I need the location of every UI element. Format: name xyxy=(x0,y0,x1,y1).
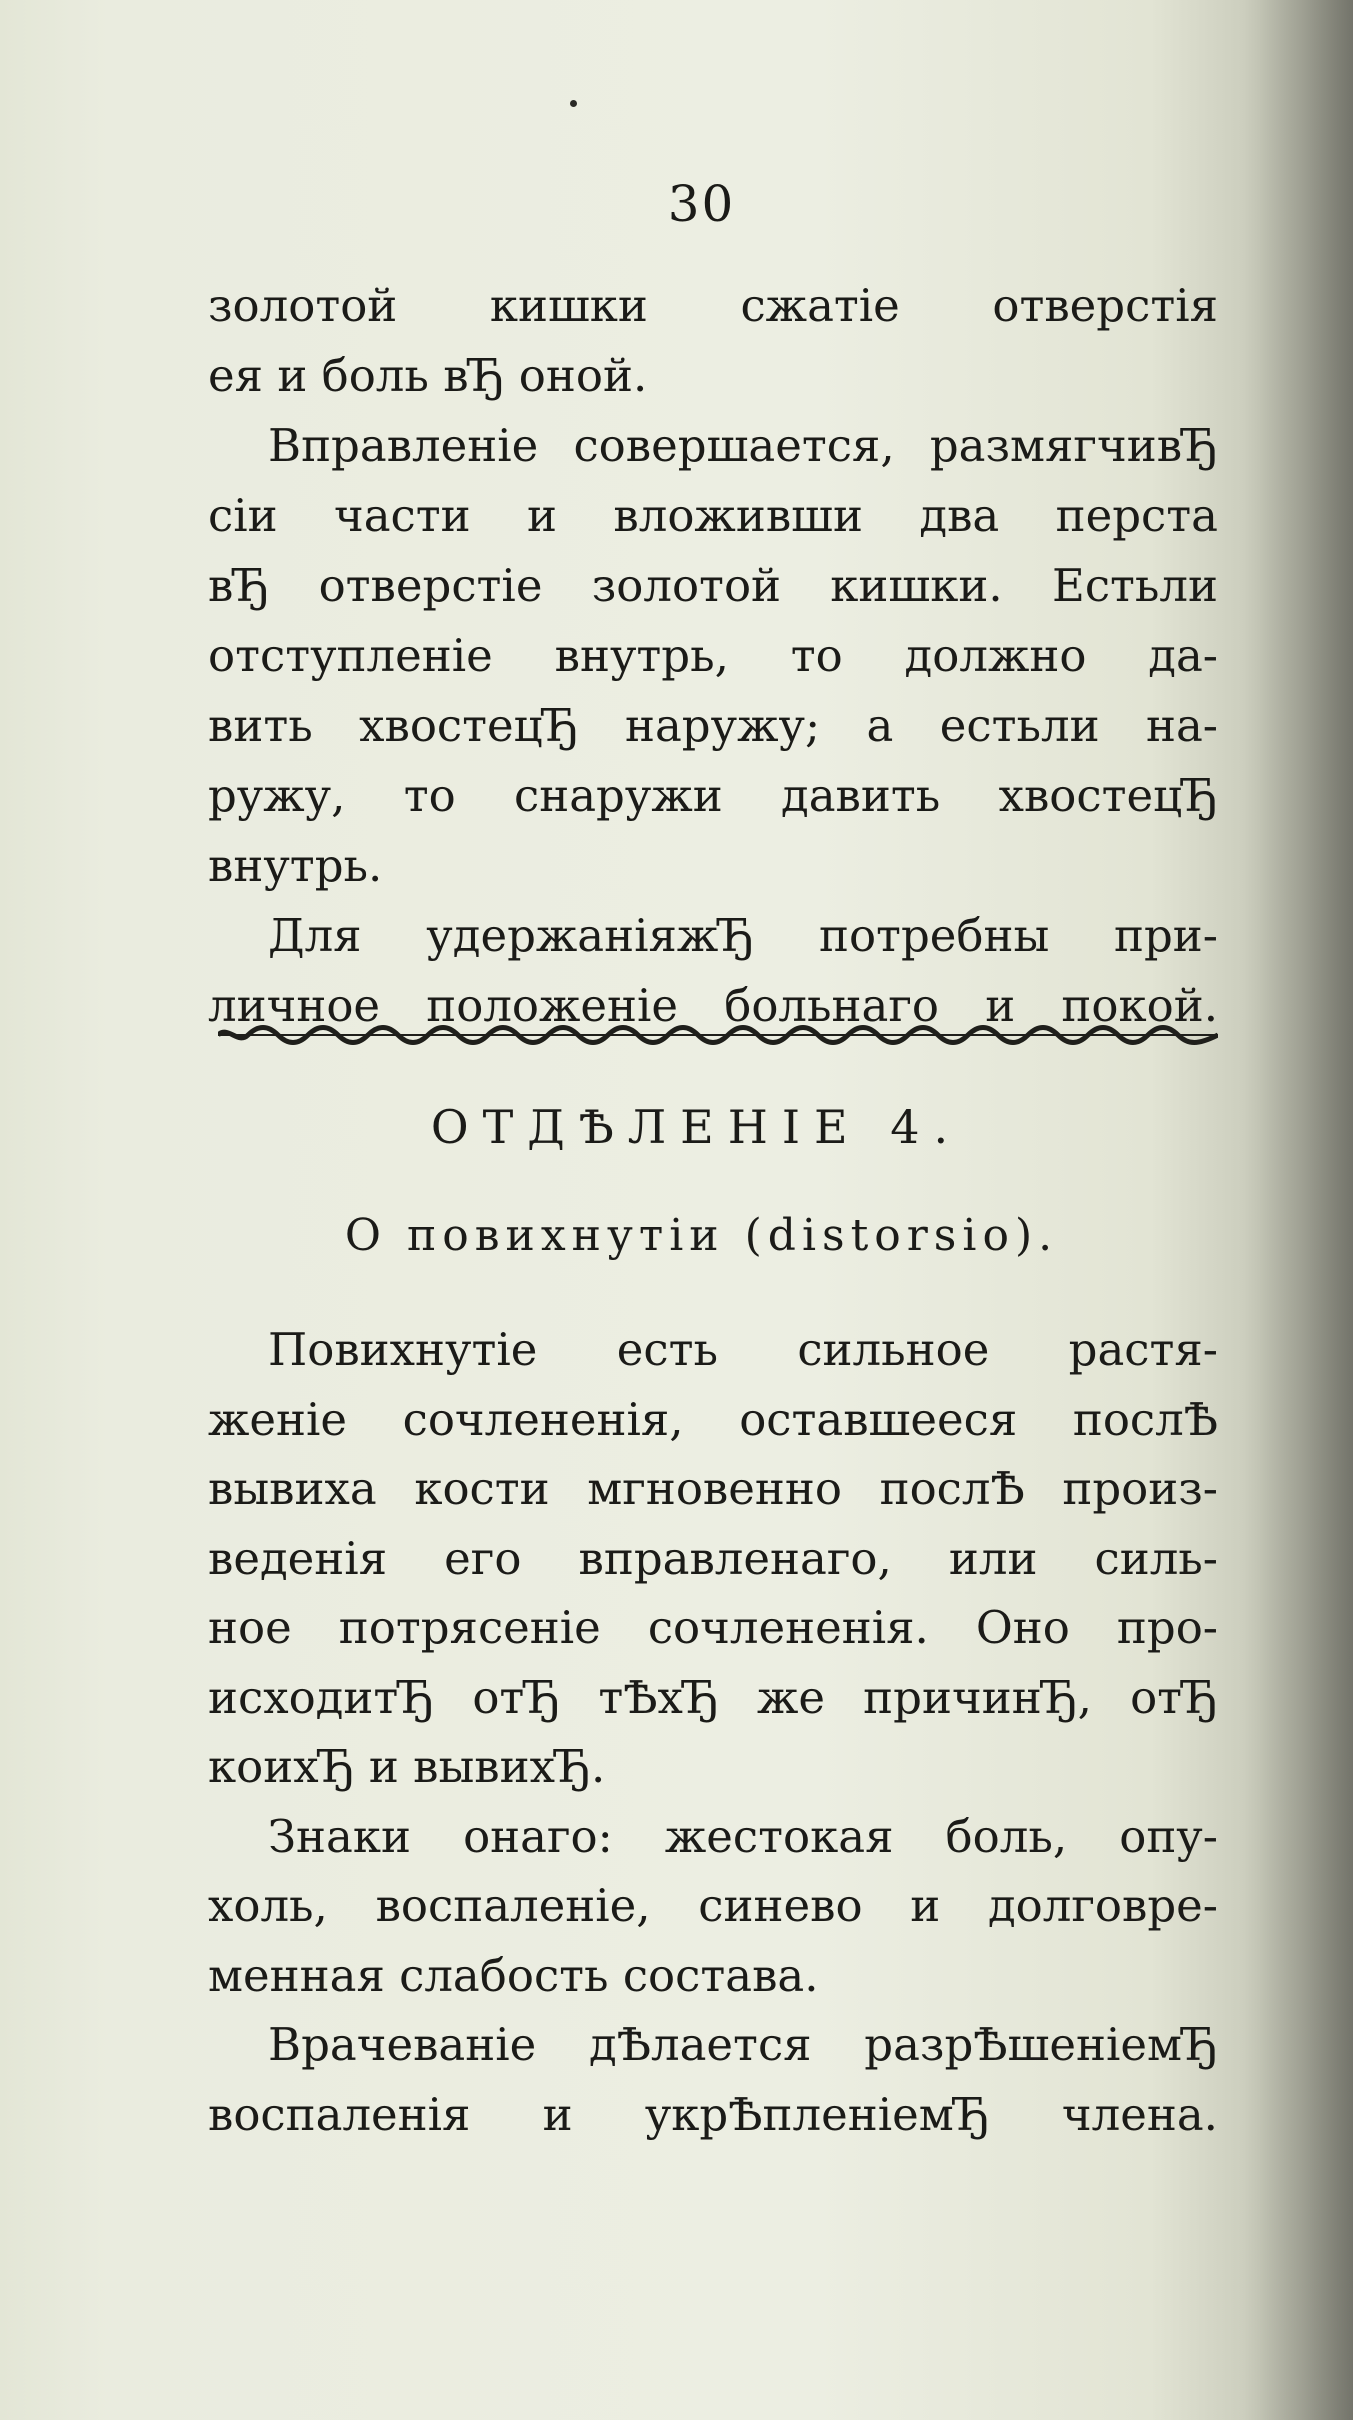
text-line: личное положеніе больнаго и покой. xyxy=(208,979,1218,1032)
section-subheading: О повихнутіи (distorsio). xyxy=(344,1210,1059,1261)
text-line: менная слабость состава. xyxy=(208,1948,819,2002)
text-line: коихЂ и вывихЂ. xyxy=(208,1740,606,1793)
text-line: Для удержаніяжЂ потребны при- xyxy=(268,909,1218,962)
text-line: Знаки онаго: жестокая боль, опу- xyxy=(268,1809,1218,1863)
text-line: ея и боль вЂ оной. xyxy=(208,349,648,402)
ornamental-divider xyxy=(218,1020,1218,1050)
text-line: ружу, то снаружи давить хвостецЂ xyxy=(208,769,1218,822)
text-line: вЂ отверстіе золотой кишки. Естьли xyxy=(208,559,1218,612)
text-line: воспаленія и укрѢпленіемЂ члена. xyxy=(208,2087,1218,2141)
text-line: Повихнутіе есть сильное растя- xyxy=(268,1323,1218,1376)
text-line: веденія его вправленаго, или силь- xyxy=(208,1531,1218,1585)
text-line: ное потрясеніе сочлененія. Оно про- xyxy=(208,1601,1218,1654)
text-line: сіи части и вложивши два перста xyxy=(208,489,1218,542)
text-line: золотой кишки сжатіе отверстія xyxy=(208,279,1218,332)
text-line: отступленіе внутрь, то должно да- xyxy=(208,629,1218,682)
text-line: вывиха кости мгновенно послѢ произ- xyxy=(208,1462,1218,1515)
text-line: женіе сочлененія, оставшееся послѢ xyxy=(208,1392,1218,1446)
text-line: Вправленіе совершается, размягчивЂ xyxy=(268,419,1218,472)
text-line: внутрь. xyxy=(208,839,383,892)
text-line: вить хвостецЂ наружу; а естьли на- xyxy=(208,699,1218,752)
page-number: 30 xyxy=(667,175,736,233)
section-heading: ОТДѢЛЕНІЕ 4. xyxy=(430,1100,963,1154)
ink-dot xyxy=(570,100,577,107)
text-line: холь, воспаленіе, синево и долговре- xyxy=(208,1879,1218,1932)
text-line: Врачеваніе дѢлается разрѢшеніемЂ xyxy=(268,2018,1218,2071)
text-line: исходитЂ отЂ тѢхЂ же причинЂ, отЂ xyxy=(208,1670,1218,1724)
